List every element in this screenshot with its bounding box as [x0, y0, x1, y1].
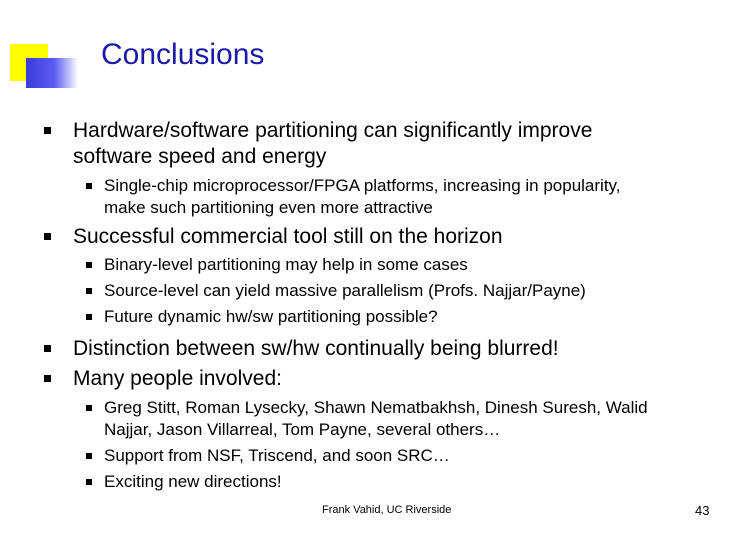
sub-bullet-square-icon [86, 288, 92, 294]
slide-title: Conclusions [101, 38, 265, 71]
decorative-blue-gradient-bar [26, 58, 78, 88]
bullet-3-line-1: Distinction between sw/hw continually being blurred! [73, 337, 559, 360]
sub-bullet-square-icon [86, 183, 92, 189]
bullet-1-line-1: Hardware/software partitioning can significantly improve [73, 119, 593, 142]
sub-bullet-4-3: Exciting new directions! [104, 472, 282, 491]
sub-bullet-square-icon [86, 479, 92, 485]
bullet-square-icon [44, 127, 51, 134]
bullet-2-line-1: Successful commercial tool still on the horizon [73, 225, 503, 248]
bullet-4-line-1: Many people involved: [73, 367, 282, 390]
sub-bullet-1-1-line-1: Single-chip microprocessor/FPGA platforms, increasing in popularity, [104, 176, 621, 195]
sub-bullet-1-1-line-2: make such partitioning even more attractive [104, 198, 433, 217]
sub-bullet-square-icon [86, 314, 92, 320]
sub-bullet-4-2: Support from NSF, Triscend, and soon SRC… [104, 446, 450, 465]
sub-bullet-square-icon [86, 262, 92, 268]
sub-bullet-4-1-line-1: Greg Stitt, Roman Lysecky, Shawn Nematbakhsh, Dinesh Suresh, Walid [104, 398, 648, 417]
sub-bullet-2-3: Future dynamic hw/sw partitioning possible? [104, 307, 438, 326]
sub-bullet-square-icon [86, 405, 92, 411]
bullet-square-icon [44, 345, 51, 352]
page-number: 43 [695, 503, 710, 518]
sub-bullet-2-1: Binary-level partitioning may help in some cases [104, 255, 468, 274]
bullet-square-icon [44, 233, 51, 240]
bullet-1-line-2: software speed and energy [73, 145, 327, 168]
sub-bullet-4-1-line-2: Najjar, Jason Villarreal, Tom Payne, several others… [104, 420, 501, 439]
slide-footer: Frank Vahid, UC Riverside [322, 504, 452, 516]
bullet-square-icon [44, 375, 51, 382]
sub-bullet-2-2: Source-level can yield massive parallelism (Profs. Najjar/Payne) [104, 281, 586, 300]
sub-bullet-square-icon [86, 453, 92, 459]
